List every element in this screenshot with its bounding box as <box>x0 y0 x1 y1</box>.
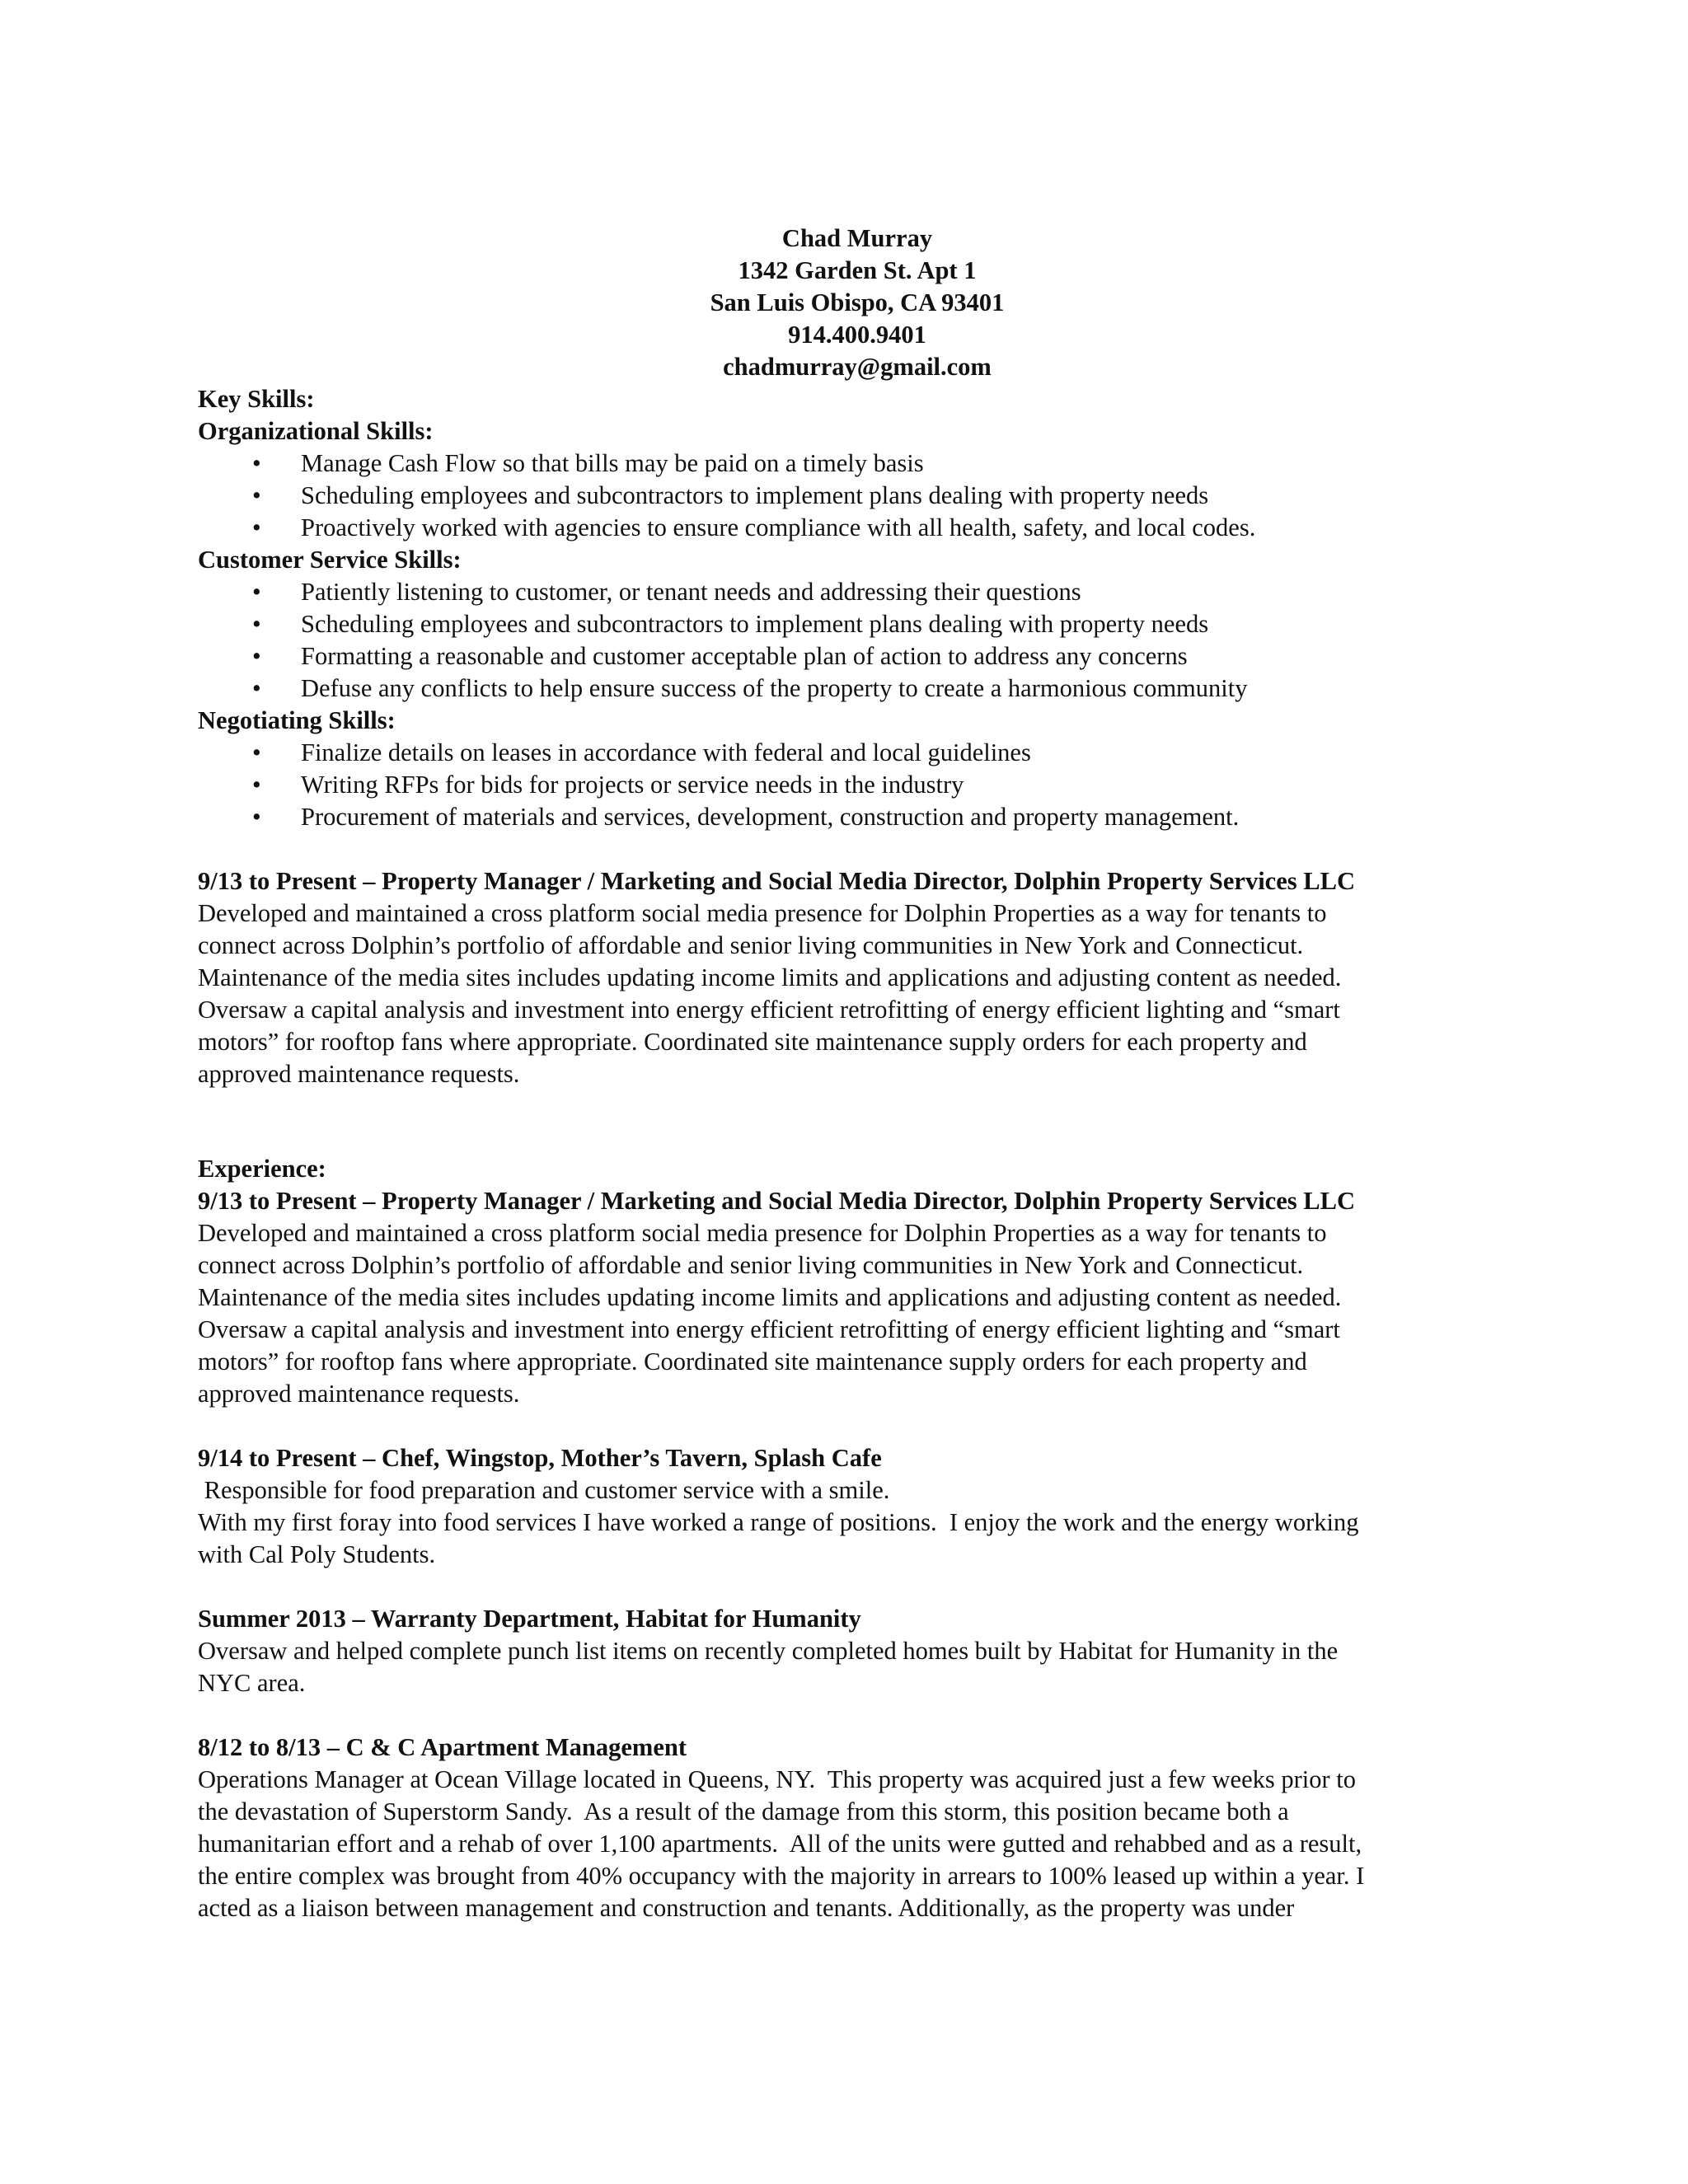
skill-text: Procurement of materials and services, development, construction and property management. <box>301 803 1240 831</box>
bullet-icon: • <box>252 738 261 766</box>
skill-item <box>198 480 1517 512</box>
job-description-line: the entire complex was brought from 40% occupancy with the majority in arrears to 100% leased up within a year. I <box>198 1862 1365 1890</box>
bullet-icon: • <box>252 449 261 477</box>
job-description-line: approved maintenance requests. <box>198 1380 520 1408</box>
applicant-name: Chad Murray <box>781 224 933 252</box>
skill-item <box>198 801 1517 833</box>
job-description-line: approved maintenance requests. <box>198 1060 520 1088</box>
spacer <box>198 1090 1517 1153</box>
skill-item <box>198 608 1517 640</box>
skill-text: Scheduling employees and subcontractors to implement plans dealing with property needs <box>301 610 1209 638</box>
skill-text: Patiently listening to customer, or tenant needs and addressing their questions <box>301 578 1081 606</box>
job-description-line: Responsible for food preparation and customer service with a smile. <box>198 1476 890 1504</box>
skill-item <box>198 448 1517 480</box>
job-title: 9/13 to Present – Property Manager / Marketing and Social Media Director, Dolphin Property Services LLC <box>198 1187 1355 1215</box>
job-description-line: Maintenance of the media sites includes updating income limits and applications and adjusting content as needed. <box>198 963 1342 991</box>
skill-item <box>198 640 1517 673</box>
job-description-line: connect across Dolphin’s portfolio of affordable and senior living communities in New York and Connecticut. <box>198 1251 1304 1279</box>
skill-section-title: Organizational Skills: <box>198 417 434 445</box>
skill-item <box>198 576 1517 608</box>
job-description-line: acted as a liaison between management and construction and tenants. Additionally, as the property was under <box>198 1894 1295 1922</box>
bullet-icon: • <box>252 513 261 541</box>
skill-item <box>198 737 1517 769</box>
job-description-line: connect across Dolphin’s portfolio of affordable and senior living communities in New York and Connecticut. <box>198 931 1304 959</box>
job-title: 9/14 to Present – Chef, Wingstop, Mother’s Tavern, Splash Cafe <box>198 1444 882 1472</box>
job-description-line: Operations Manager at Ocean Village located in Queens, NY. This property was acquired just a few weeks prior to <box>198 1765 1356 1793</box>
job-description-line: Maintenance of the media sites includes updating income limits and applications and adjusting content as needed. <box>198 1283 1342 1311</box>
job-title: 8/12 to 8/13 – C & C Apartment Management <box>198 1733 687 1761</box>
job-title: Summer 2013 – Warranty Department, Habitat for Humanity <box>198 1605 861 1633</box>
job-description-line: with Cal Poly Students. <box>198 1540 436 1568</box>
skill-list <box>198 448 1517 544</box>
key-skills-heading: Key Skills: <box>198 385 315 413</box>
job-description-line: Developed and maintained a cross platform social media presence for Dolphin Properties as a way for tenants to <box>198 1219 1327 1247</box>
skill-text: Proactively worked with agencies to ensure compliance with all health, safety, and local codes. <box>301 513 1256 541</box>
skill-text: Finalize details on leases in accordance with federal and local guidelines <box>301 738 1031 766</box>
spacer <box>198 833 1517 865</box>
spacer <box>198 1699 1517 1732</box>
job-description-line: motors” for rooftop fans where appropriate. Coordinated site maintenance supply orders for each property and <box>198 1347 1307 1376</box>
bullet-icon: • <box>252 803 261 831</box>
skill-text: Defuse any conflicts to help ensure success of the property to create a harmonious community <box>301 674 1248 702</box>
skill-item <box>198 512 1517 544</box>
contact-header <box>198 223 1517 383</box>
spacer <box>198 1571 1517 1603</box>
job-description-line: Oversaw a capital analysis and investment into energy efficient retrofitting of energy efficient lighting and “smart <box>198 996 1340 1024</box>
skill-section-title: Negotiating Skills: <box>198 706 396 734</box>
bullet-icon: • <box>252 674 261 702</box>
city-state-zip: San Luis Obispo, CA 93401 <box>710 288 1005 316</box>
job-description-line: Oversaw a capital analysis and investment into energy efficient retrofitting of energy efficient lighting and “smart <box>198 1315 1340 1343</box>
street-address: 1342 Garden St. Apt 1 <box>738 256 977 284</box>
job-description-line: NYC area. <box>198 1669 306 1697</box>
job-title: 9/13 to Present – Property Manager / Marketing and Social Media Director, Dolphin Property Services LLC <box>198 867 1355 895</box>
skill-section-title: Customer Service Skills: <box>198 546 462 574</box>
job-description-line: With my first foray into food services I have worked a range of positions. I enjoy the work and the energy working <box>198 1508 1359 1536</box>
skill-text: Formatting a reasonable and customer acceptable plan of action to address any concerns <box>301 642 1188 670</box>
job-description-line: Developed and maintained a cross platform social media presence for Dolphin Properties as a way for tenants to <box>198 899 1327 927</box>
bullet-icon: • <box>252 771 261 799</box>
bullet-icon: • <box>252 481 261 509</box>
phone-number: 914.400.9401 <box>788 321 926 349</box>
skill-item <box>198 769 1517 801</box>
skill-text: Writing RFPs for bids for projects or service needs in the industry <box>301 771 964 799</box>
skill-list <box>198 737 1517 833</box>
skill-item <box>198 673 1517 705</box>
bullet-icon: • <box>252 642 261 670</box>
email-address: chadmurray@gmail.com <box>723 353 992 381</box>
experience-heading: Experience: <box>198 1155 326 1183</box>
bullet-icon: • <box>252 578 261 606</box>
job-description-line: humanitarian effort and a rehab of over 1,100 apartments. All of the units were gutted and rehabbed and as a result, <box>198 1830 1362 1858</box>
bullet-icon: • <box>252 610 261 638</box>
skill-list <box>198 576 1517 705</box>
resume-page <box>198 223 1517 1924</box>
job-description-line: Oversaw and helped complete punch list items on recently completed homes built by Habitat for Humanity in the <box>198 1637 1339 1665</box>
spacer <box>198 1410 1517 1442</box>
skill-text: Scheduling employees and subcontractors to implement plans dealing with property needs <box>301 481 1209 509</box>
job-description-line: the devastation of Superstorm Sandy. As a result of the damage from this storm, this position became both a <box>198 1797 1289 1825</box>
skill-text: Manage Cash Flow so that bills may be paid on a timely basis <box>301 449 924 477</box>
job-description-line: motors” for rooftop fans where appropriate. Coordinated site maintenance supply orders for each property and <box>198 1028 1307 1056</box>
